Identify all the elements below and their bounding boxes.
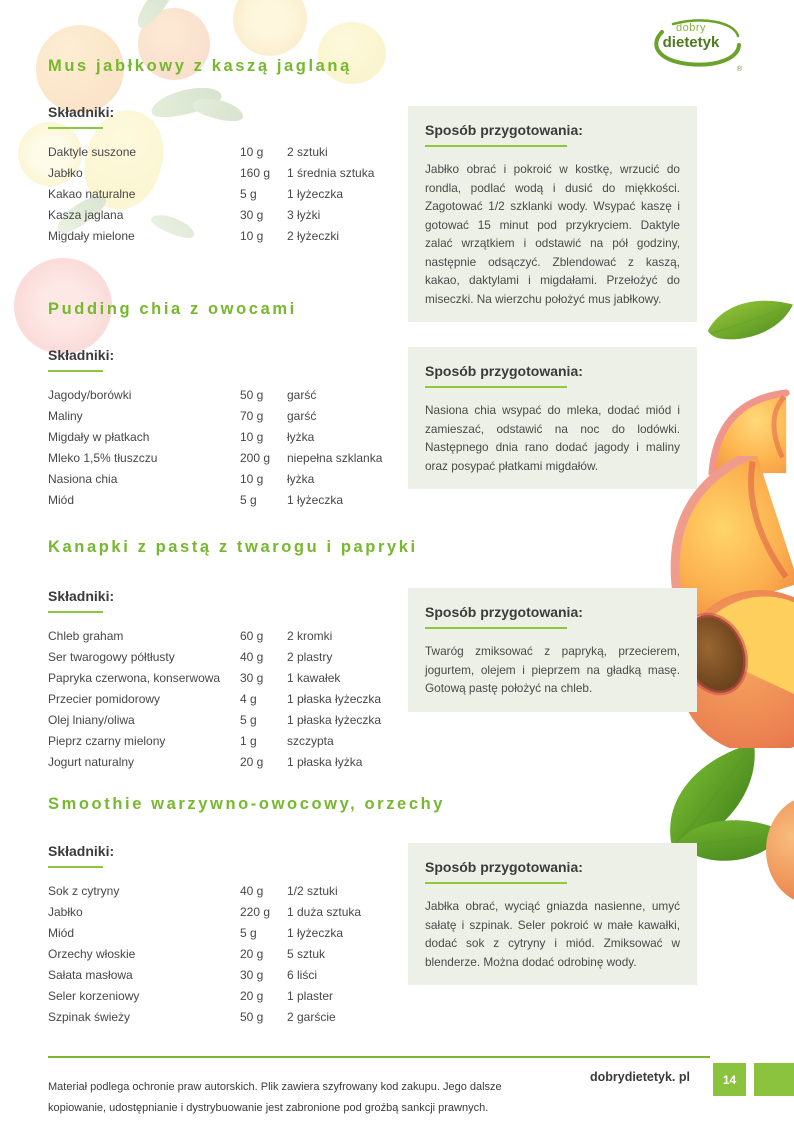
ingredient-name: Maliny	[48, 409, 83, 423]
ingredient-weight: 20 g	[240, 755, 264, 769]
ingredient-row	[48, 205, 398, 226]
registered-trademark-symbol: ®	[736, 66, 742, 73]
recipe-title: Mus jabłkowy z kaszą jaglaną	[48, 57, 352, 75]
ingredient-name: Ser twarogowy półtłusty	[48, 650, 175, 664]
preparation-heading: Sposób przygotowania:	[425, 604, 583, 620]
ingredient-name: Olej lniany/oliwa	[48, 713, 135, 727]
preparation-heading: Sposób przygotowania:	[425, 859, 583, 875]
ingredient-measure: łyżka	[287, 430, 315, 444]
green-underline	[425, 882, 567, 884]
logo-word-dobry: dobry	[675, 22, 707, 34]
ingredient-name: Daktyle suszone	[48, 145, 137, 159]
ingredient-row	[48, 647, 398, 668]
preparation-text: Nasiona chia wsypać do mleka, dodać miód i zamieszać, odstawić na noc do lodówki. Następnego dnia rano dodać jagody i maliny oraz posypać płatkami migdałów.	[425, 403, 680, 473]
ingredient-measure: niepełna szklanka	[287, 451, 383, 465]
ingredient-row	[48, 142, 398, 163]
ingredient-measure: 1 kawałek	[287, 671, 341, 685]
ingredient-row	[48, 448, 398, 469]
ingredient-measure: 2 garście	[287, 1010, 336, 1024]
preparation-heading: Sposób przygotowania:	[425, 122, 583, 138]
footer-green-bar	[754, 1063, 794, 1096]
ingredient-weight: 10 g	[240, 430, 264, 444]
ingredient-name: Jabłko	[48, 166, 83, 180]
ingredient-row	[48, 626, 398, 647]
recipe-title: Kanapki z pastą z twarogu i papryki	[48, 538, 418, 556]
ingredient-weight: 10 g	[240, 145, 264, 159]
ingredient-measure: 1 płaska łyżeczka	[287, 713, 382, 727]
ingredient-row	[48, 752, 398, 773]
ingredient-weight: 5 g	[240, 926, 257, 940]
ingredient-row	[48, 490, 398, 511]
green-underline	[425, 145, 567, 147]
recipe-title: Pudding chia z owocami	[48, 300, 297, 318]
ingredient-measure: 1 średnia sztuka	[287, 166, 375, 180]
dobry-dietetyk-logo	[648, 14, 744, 78]
recipe-title: Smoothie warzywno-owocowy, orzechy	[48, 795, 446, 813]
ingredient-name: Miód	[48, 926, 75, 940]
ingredient-row	[48, 385, 398, 406]
logo-text	[648, 23, 734, 50]
ingredients-heading: Składniki:	[48, 843, 115, 859]
ingredient-measure: 1 plaster	[287, 989, 334, 1003]
green-underline	[48, 866, 103, 868]
ingredient-name: Jabłko	[48, 905, 83, 919]
preparation-box	[408, 843, 697, 985]
orange-slice-image	[233, 0, 307, 56]
ingredient-name: Jogurt naturalny	[48, 755, 135, 769]
ingredient-weight: 60 g	[240, 629, 264, 643]
preparation-text: Jabłka obrać, wyciąć gniazda nasienne, umyć sałatę i szpinak. Seler pokroić w małe kawałki, dodać sok z cytryny i miód. Zmiksować w blenderze. Można dodać odrobinę wody.	[425, 899, 680, 969]
ingredient-weight: 5 g	[240, 187, 257, 201]
ingredient-weight: 40 g	[240, 884, 264, 898]
green-underline	[425, 627, 567, 629]
ingredient-row	[48, 469, 398, 490]
ingredient-row	[48, 1007, 398, 1028]
ingredients-section	[48, 104, 398, 247]
ingredient-weight: 30 g	[240, 968, 264, 982]
ingredient-row	[48, 731, 398, 752]
preparation-text: Twaróg zmiksować z papryką, przecierem, jogurtem, olejem i pieprzem na gładką masę. Gotową pastę położyć na chleb.	[425, 644, 680, 695]
ingredient-measure: 1 płaska łyżka	[287, 755, 363, 769]
ingredient-weight: 10 g	[240, 472, 264, 486]
leaf-image	[704, 294, 794, 346]
ingredients-table	[48, 881, 398, 1028]
ingredient-weight: 40 g	[240, 650, 264, 664]
ingredient-measure: 2 plastry	[287, 650, 333, 664]
ingredient-name: Chleb graham	[48, 629, 124, 643]
ingredient-name: Kasza jaglana	[48, 208, 124, 222]
ingredient-weight: 50 g	[240, 388, 264, 402]
page-number-badge: 14	[713, 1063, 746, 1096]
ingredients-section	[48, 588, 398, 773]
ingredients-heading: Składniki:	[48, 347, 115, 363]
ingredient-row	[48, 689, 398, 710]
ingredient-name: Orzechy włoskie	[48, 947, 136, 961]
ingredient-weight: 10 g	[240, 229, 264, 243]
ingredient-row	[48, 427, 398, 448]
ingredient-measure: 1 łyżeczka	[287, 493, 344, 507]
ingredient-row	[48, 710, 398, 731]
green-underline	[48, 127, 103, 129]
ingredient-weight: 30 g	[240, 208, 264, 222]
copyright-disclaimer: Materiał podlega ochronie praw autorskich. Plik zawiera szyfrowany kod zakupu. Jego dalsze kopiowanie, udostępnianie i dystrybuowanie jest zabronione pod groźbą sankcji prawnych.	[48, 1081, 502, 1114]
ingredient-measure: garść	[287, 388, 317, 402]
ingredient-name: Szpinak świeży	[48, 1010, 131, 1024]
ingredient-weight: 70 g	[240, 409, 264, 423]
ingredient-measure: 1 łyżeczka	[287, 187, 344, 201]
ingredient-row	[48, 965, 398, 986]
ingredient-measure: garść	[287, 409, 317, 423]
ingredient-name: Jagody/borówki	[48, 388, 132, 402]
ingredient-measure: 1 łyżeczka	[287, 926, 344, 940]
ingredient-weight: 160 g	[240, 166, 271, 180]
ingredient-name: Miód	[48, 493, 75, 507]
ingredient-name: Sałata masłowa	[48, 968, 133, 982]
preparation-box	[408, 347, 697, 489]
ingredient-weight: 50 g	[240, 1010, 264, 1024]
green-underline	[425, 386, 567, 388]
preparation-text: Jabłko obrać i pokroić w kostkę, wrzucić do rondla, podlać wodą i dusić do miękkości. Zagotować 1/2 szklanki wody. Wsypać kaszę i gotować 15 minut pod przykryciem. Daktyle zalać wrzątkiem i odstawić na pół godziny, następnie odsączyć. Zblendować z kaszą, kakao, daktylami i migdałami. Przełożyć do miseczki. Na wierzchu położyć mus jabłkowy.	[425, 162, 680, 306]
preparation-box	[408, 106, 697, 322]
ingredient-measure: 2 sztuki	[287, 145, 328, 159]
logo-word-dietetyk: dietetyk	[662, 34, 720, 51]
ingredients-section	[48, 843, 398, 1028]
preparation-heading: Sposób przygotowania:	[425, 363, 583, 379]
ingredients-table	[48, 626, 398, 773]
ingredient-row	[48, 986, 398, 1007]
ingredient-row	[48, 923, 398, 944]
ingredient-weight: 4 g	[240, 692, 257, 706]
ingredient-weight: 5 g	[240, 713, 257, 727]
ingredient-measure: 1 płaska łyżeczka	[287, 692, 382, 706]
ingredient-weight: 20 g	[240, 989, 264, 1003]
ingredient-measure: szczypta	[287, 734, 334, 748]
ingredient-name: Seler korzeniowy	[48, 989, 140, 1003]
ingredient-weight: 5 g	[240, 493, 257, 507]
ingredient-weight: 220 g	[240, 905, 271, 919]
ingredients-table	[48, 142, 398, 247]
ingredient-name: Przecier pomidorowy	[48, 692, 161, 706]
ingredients-table	[48, 385, 398, 511]
footer-divider	[48, 1056, 710, 1058]
ingredient-row	[48, 944, 398, 965]
ingredient-name: Pieprz czarny mielony	[48, 734, 166, 748]
ingredient-name: Sok z cytryny	[48, 884, 120, 898]
ingredient-name: Papryka czerwona, konserwowa	[48, 671, 221, 685]
ingredient-measure: 3 łyżki	[287, 208, 321, 222]
ingredient-name: Mleko 1,5% tłuszczu	[48, 451, 158, 465]
ingredient-name: Kakao naturalne	[48, 187, 136, 201]
ingredient-row	[48, 902, 398, 923]
ingredients-heading: Składniki:	[48, 588, 115, 604]
ingredient-row	[48, 226, 398, 247]
ingredient-measure: łyżka	[287, 472, 315, 486]
ingredient-row	[48, 881, 398, 902]
ingredient-name: Migdały mielone	[48, 229, 135, 243]
ingredient-row	[48, 184, 398, 205]
ingredient-row	[48, 668, 398, 689]
ingredient-measure: 5 sztuk	[287, 947, 326, 961]
ingredients-heading: Składniki:	[48, 104, 115, 120]
ingredient-weight: 1 g	[240, 734, 257, 748]
ingredient-name: Nasiona chia	[48, 472, 118, 486]
preparation-box	[408, 588, 697, 712]
green-underline	[48, 611, 103, 613]
ingredient-row	[48, 163, 398, 184]
ingredient-name: Migdały w płatkach	[48, 430, 150, 444]
ingredient-weight: 20 g	[240, 947, 264, 961]
ingredient-measure: 1 duża sztuka	[287, 905, 362, 919]
ingredient-measure: 2 łyżeczki	[287, 229, 340, 243]
ingredients-section	[48, 347, 398, 511]
ingredient-weight: 30 g	[240, 671, 264, 685]
ingredient-measure: 2 kromki	[287, 629, 333, 643]
green-underline	[48, 370, 103, 372]
website-label: dobrydietetyk. pl	[589, 1070, 690, 1084]
ingredient-weight: 200 g	[240, 451, 271, 465]
ingredient-measure: 1/2 sztuki	[287, 884, 338, 898]
ingredient-row	[48, 406, 398, 427]
ingredient-measure: 6 liści	[287, 968, 318, 982]
